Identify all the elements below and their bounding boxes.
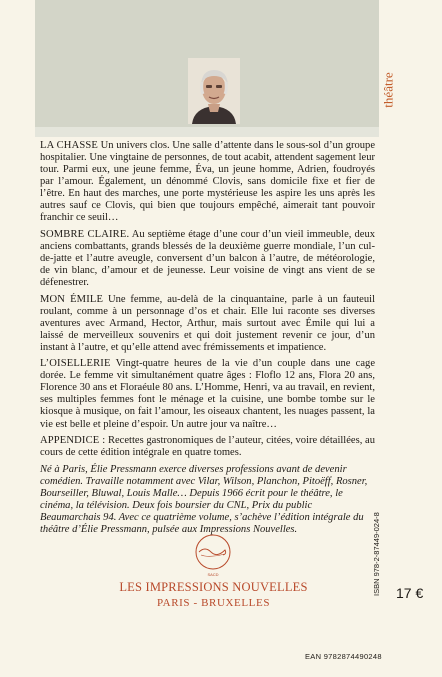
publisher-name: LES IMPRESSIONS NOUVELLES — [119, 580, 308, 594]
section-text: Vingt-quatre heures de la vie d’un couple dans une cage dorée. Le femme vit simultanément quatre âges : Floflo 12 ans, Flora 20 ans, Florence 30 ans et Floraéule 80 ans. L’Homme, Henri, va au travail, en revient, ses multiples femmes font le ménage et la cuisine, une bombe tombe sur le kiosque à musique, on fait l’amour, les oiseaux chantent, les nuages passent, la vie est belle et pleine d’espoir. Un autre jour va naître… — [40, 358, 375, 430]
section-text: Recettes gastronomiques de l’auteur, citées, voire détaillées, au cours de cette édition intégrale en quatre tomes. — [40, 435, 375, 459]
price-label: 17 € — [396, 585, 424, 601]
back-cover-text — [40, 140, 375, 540]
section-title: L’OISELLERIE — [40, 358, 111, 370]
section-title: APPENDICE : — [40, 435, 106, 447]
section-title: SOMBRE CLAIRE. — [40, 228, 130, 240]
section-text: Au septième étage d’une cour d’un vieil immeuble, deux anciens combattants, grands blessés de la deuxième guerre mondiale, l’un cul-de-jatte et l’autre aveugle, conversent d’un balcon à l’autre, de météorologie, de vin blanc, d’amour et de jeunesse. Leur voisine de vingt ans vient de se défenestrer. — [40, 228, 375, 289]
ean-label: EAN 9782874490248 — [305, 652, 382, 661]
section-appendice — [40, 435, 375, 459]
beaumarchais-logo-icon — [183, 530, 243, 578]
section-text: Une femme, au-delà de la cinquantaine, parle à un fauteuil roulant, comme à un personnage d’os et chair. Elle lui raconte ses diverses aventures avec Armand, Hector, Arthur, mais surtout avec Émile qui lui a laissé de merveilleux souvenirs et qui doit justement revenir ce jour, d’un instant à l’autre, et qu’elle attend avec frémissements et impatience. — [40, 293, 375, 353]
series-label: théâtre — [381, 72, 396, 108]
section-text: Un univers clos. Une salle d’attente dans le sous-sol d’un groupe hospitalier. Une vingtaine de personnes, de tout acabit, attendent sagement leur tour. Parmi eux, une jeune femme, Éva, un jeune homme, Adrien, foudroyés par l’amour. Également, un dénommé Clovis, sans domicile fixe et fier de l’être. En haut des marches, une porte mystérieuse les aspire les uns après les autres sauf ce Clovis, qui bien que toujours empêché, aimerait tant pouvoir franchir ce seuil… — [40, 140, 376, 224]
section-title: MON ÉMILE — [40, 293, 104, 305]
author-portrait — [188, 58, 240, 124]
section-sombre-claire — [40, 229, 375, 289]
header-stripe — [35, 127, 379, 137]
section-mon-emile — [40, 294, 375, 354]
section-title: LA CHASSE — [40, 140, 98, 151]
publisher-city: PARIS - BRUXELLES — [156, 597, 271, 609]
section-oisellerie — [40, 358, 375, 430]
section-la-chasse — [40, 140, 375, 224]
author-bio: Né à Paris, Élie Pressmann exerce diverses professions avant de devenir comédien. Travaille notamment avec Vilar, Wilson, Planchon, Pitoëff, Rosner, Bourseiller, Bluwal, Louis Malle… Depuis 1966 écrit pour le théâtre, le cinéma, la télévision. Deux fois boursier du CNL, Prix du public Beaumarchais 94. Avec ce quatrième volume, s’achève l’édition intégrale du théâtre d’Élie Pressmann, pulsée aux Impressions Nouvelles. — [40, 463, 368, 535]
logo-caption: SACD — [207, 572, 219, 577]
publisher-block — [38, 580, 389, 609]
